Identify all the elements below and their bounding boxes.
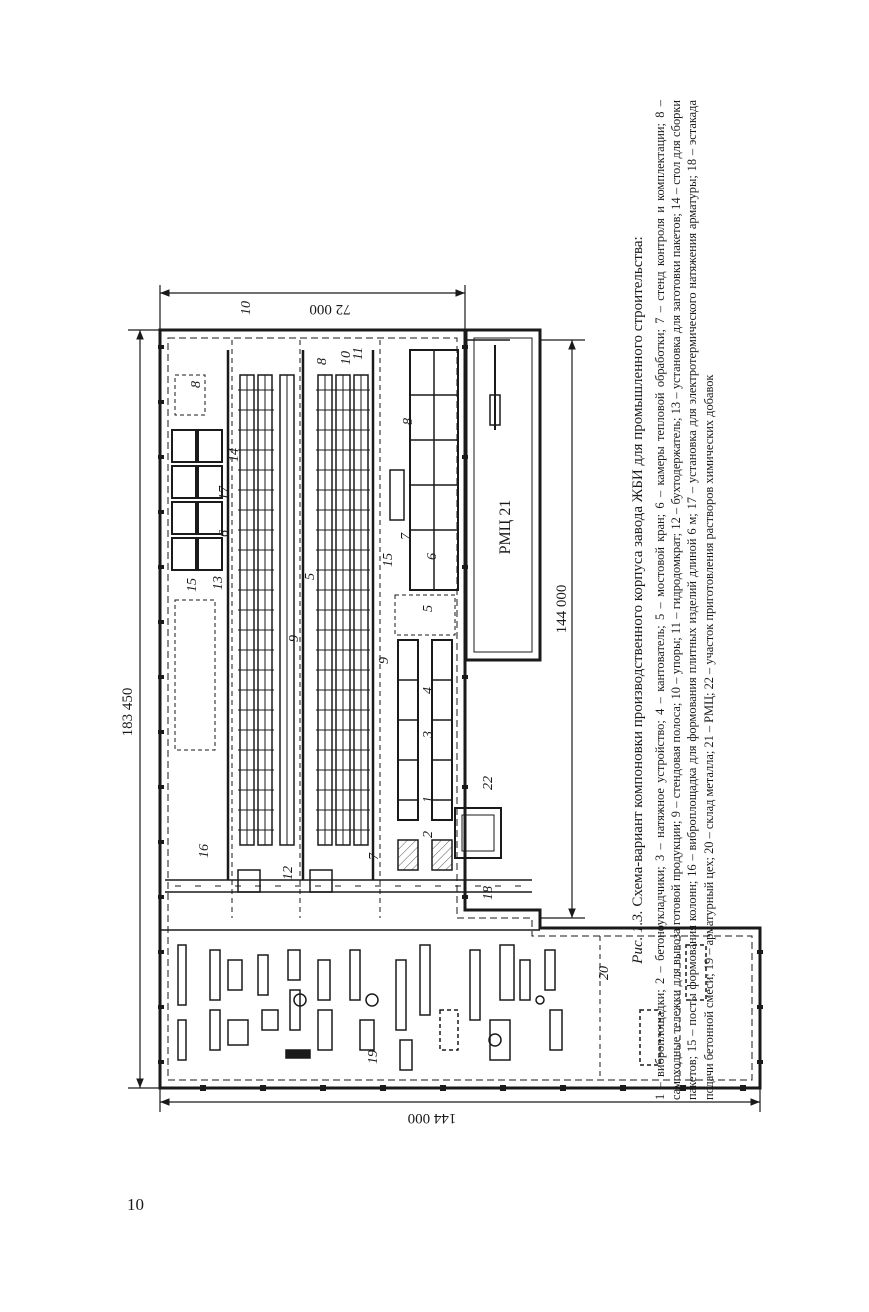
figure-caption xyxy=(628,100,778,1100)
dim-top-width: 72 000 xyxy=(309,301,351,317)
label-7b: 7 xyxy=(367,853,382,860)
label-18: 18 xyxy=(481,886,496,900)
caption-title: Схема-вариант компоновки производственного корпуса завода ЖБИ для промышленного строительства: xyxy=(630,236,646,907)
label-9: 9 xyxy=(287,635,302,642)
label-8c: 8 xyxy=(401,418,416,425)
dim-total-length: 183 450 xyxy=(120,687,136,737)
label-5: 5 xyxy=(421,605,436,612)
label-20: 20 xyxy=(597,966,612,980)
label-22: 22 xyxy=(481,776,496,790)
label-19: 19 xyxy=(366,1050,381,1064)
label-4: 4 xyxy=(421,687,436,694)
caption-title-line xyxy=(628,100,648,1100)
label-2: 2 xyxy=(421,831,436,838)
label-8b: 8 xyxy=(315,358,330,365)
label-5b: 5 xyxy=(303,573,318,580)
caption-legend: 1 – виброплощадки; 2 – бетоноукладчики; 3 – натяжное устройство; 4 – кантователь; 5 – мостовой кран; 6 – камеры тепловой обработки; 7 – стенд контроля и комплектации; 8 – самоходные тележки для вывоза готовой продукции; 9 – стендовая полоса; 10 – упоры; 11 – гидродомкрат; 12 – бухтодержатель; 13 – установка для заготовки пакетов; 14 – стол для сборки пакетов; 15 – посты формования колонн; 16 – виброплощадка для формования плитных изделий длиной 6 м; 17 – установка для электротермического натяжения арматуры; 18 – эстакада подачи бетонной смеси; 19 – арматурный цех; 20 – склад металла; 21 – РМЦ; 22 – участок приготовления растворов химических добавок xyxy=(653,100,716,1100)
label-7: 7 xyxy=(399,533,414,540)
rmc-label: РМЦ 21 xyxy=(497,499,514,555)
page-number: 10 xyxy=(127,1195,144,1214)
label-8: 8 xyxy=(189,381,204,388)
caption-fig-ref: Рис. 1.3. xyxy=(630,910,646,964)
heat-chambers-left xyxy=(172,375,222,750)
label-6b: 6 xyxy=(217,530,232,537)
label-10: 10 xyxy=(239,301,254,315)
rebar-shop-equipment xyxy=(178,945,706,1070)
span-dividers xyxy=(232,340,680,1080)
label-16: 16 xyxy=(197,844,212,858)
label-11: 11 xyxy=(351,347,366,360)
heat-chambers-right xyxy=(390,350,458,590)
trestle-18 xyxy=(165,870,532,892)
label-15b: 15 xyxy=(381,553,396,567)
label-15: 15 xyxy=(185,578,200,592)
label-13: 13 xyxy=(211,576,226,590)
label-3: 3 xyxy=(421,731,436,738)
label-12: 12 xyxy=(281,866,296,880)
label-17: 17 xyxy=(217,486,232,500)
figure-caption-text xyxy=(628,100,778,1100)
forming-lines xyxy=(395,595,501,870)
rmc-annex xyxy=(466,330,540,660)
label-9b: 9 xyxy=(377,657,392,664)
label-10b: 10 xyxy=(339,351,354,365)
dim-bottom-width: 144 000 xyxy=(407,1110,457,1126)
label-1: 1 xyxy=(421,796,436,803)
dim-rmc-length: 144 000 xyxy=(554,584,570,634)
label-14: 14 xyxy=(227,448,242,462)
label-6: 6 xyxy=(425,553,440,560)
